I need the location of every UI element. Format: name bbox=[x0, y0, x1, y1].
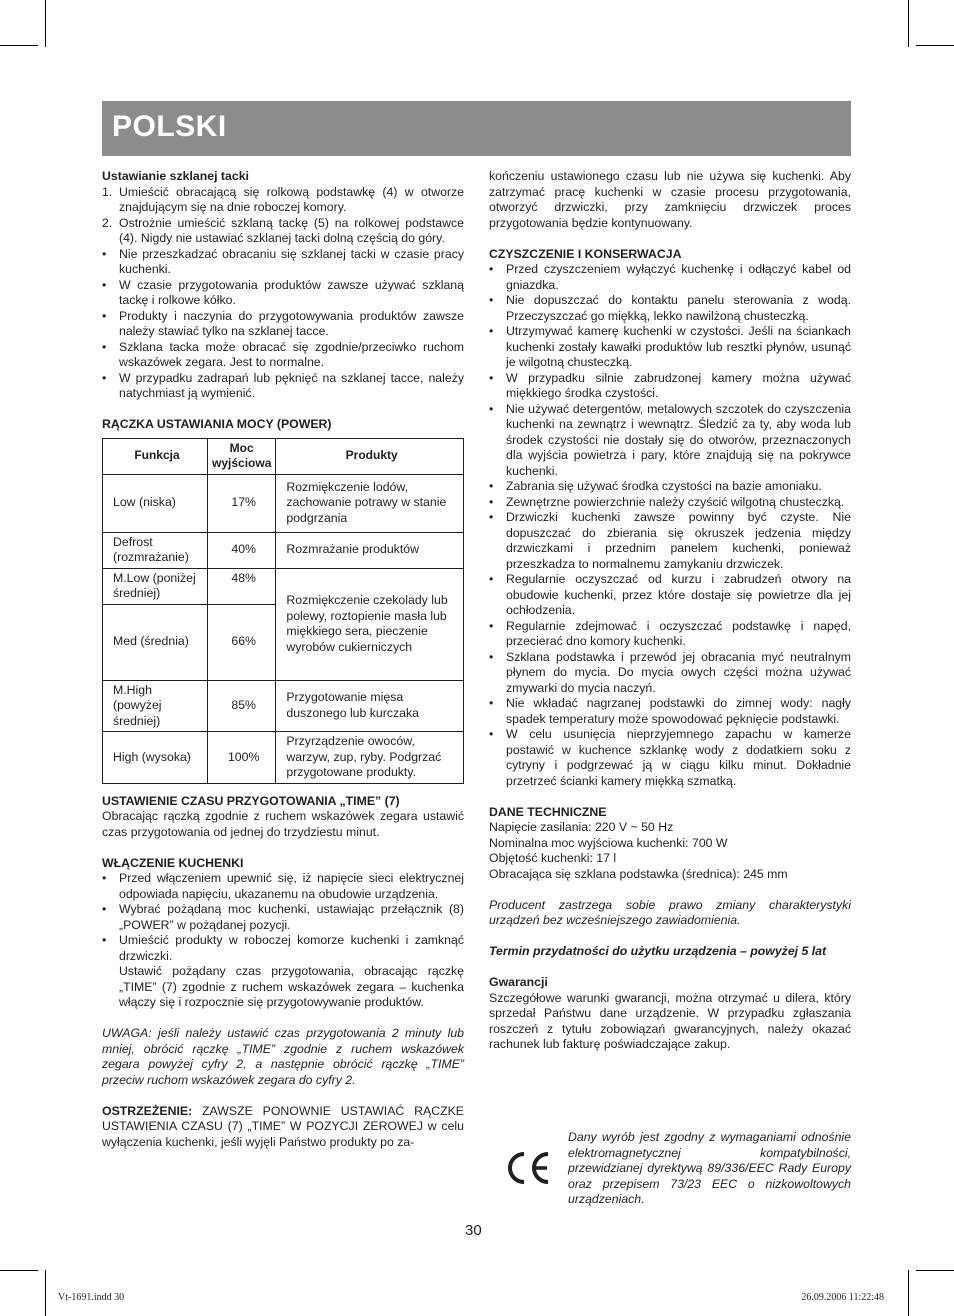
table-row bbox=[103, 474, 464, 532]
warning-text: ZAWSZE PONOWNIE USTAWIAĆ RĄCZKE USTAWIENIA CZASU (7) „TIME” W POZYCJI ZEROWEJ w celu wyłączenia kuchenki, jeśli wyjęli Państwo produkty po za- bbox=[102, 1103, 464, 1149]
list-item: • Nie wkładać nagrzanej podstawki do zimnej wody: nagły spadek temperatury może spowodować pęknięcie podstawki. bbox=[489, 696, 851, 726]
language-banner bbox=[102, 101, 851, 156]
table-header: Funkcja bbox=[103, 438, 208, 474]
page-number: 30 bbox=[465, 1222, 482, 1239]
disclaimer-text: Producent zastrzega sobie prawo zmiany charakterystyki urządzeń bez wcześniejszego zawiadomienia. bbox=[489, 897, 851, 927]
crop-mark bbox=[45, 0, 46, 47]
footer-timestamp: 26.09.2006 11:22:48 bbox=[801, 1292, 884, 1303]
list-item: • W przypadku silnie zabrudzonej kamery można używać miękkiego środka czystości. bbox=[489, 370, 851, 400]
table-header: Produkty bbox=[276, 438, 464, 474]
table-cell: Przygotowanie mięsa duszonego lub kurczaka bbox=[276, 680, 464, 732]
table-row bbox=[103, 732, 464, 784]
warranty-text: Szczegółowe warunki gwarancji, można otrzymać u dilera, który sprzedał Państwu dane urządzenie. W przypadku zgłaszania roszczeń z tytułu zobowiązań gwarancyjnych, należy okazać rachunek lub fakturę poświadczające zakup. bbox=[489, 990, 851, 1051]
table-cell: Low (niska) bbox=[103, 474, 208, 532]
clean-heading: CZYSZCZENIE I KONSERWACJA bbox=[489, 246, 682, 261]
tray-heading: Ustawianie szklanej tacki bbox=[102, 169, 249, 183]
list-item: • Drzwiczki kuchenki zawsze powinny być czyste. Nie dopuszczać do zbierania się okruszek jedzenia między drzwiczkami i przednim panelem kuchenki, ponieważ przeszkadza to normalnemu zamykaniu drzwiczek. bbox=[489, 510, 851, 571]
table-row bbox=[103, 680, 464, 732]
page-title: POLSKI bbox=[112, 110, 227, 143]
note-text: UWAGA: jeśli należy ustawić czas przygotowania 2 minuty lub mniej, obrócić rączkę „TIME” zgodnie z ruchem wskazówek zegara powyżej cyfry 2, a następnie obrócić rączkę „TIME” przeciw ruchom wskazówek zegara do cyfry 2. bbox=[102, 1026, 464, 1087]
list-item: • Zabrania się używać środka czystości na bazie amoniaku. bbox=[489, 479, 822, 493]
crop-mark bbox=[908, 0, 909, 47]
table-row bbox=[103, 568, 464, 604]
on-list bbox=[102, 871, 464, 1011]
list-item: • Nie przeszkadzać obracaniu się szklanej tacki w czasie pracy kuchenki. bbox=[102, 246, 464, 276]
list-item: • Wybrać pożądaną moc kuchenki, ustawiając przełącznik (8) „POWER” w pożądanej pozycji. bbox=[102, 902, 464, 932]
table-cell: 48% bbox=[208, 568, 276, 604]
list-item: 1. Umieścić obracającą się rolkową podstawkę (4) w otworze znajdującym się na dnie roboczej komory. bbox=[102, 184, 464, 214]
list-item: • Przed włączeniem upewnić się, iż napięcie sieci elektrycznej odpowiada napięciu, ukazanemu na obudowie urządzenia. bbox=[102, 871, 464, 901]
list-item: • W czasie przygotowania produktów zawsze używać szklaną tackę i rolkowe kółko. bbox=[102, 277, 464, 307]
table-cell: High (wysoka) bbox=[103, 732, 208, 784]
warranty-heading: Gwarancji bbox=[489, 975, 548, 989]
list-item: • Nie dopuszczać do kontaktu panelu sterowania z wodą. Przeczyszczać go miękką, lekko nawilżoną chusteczką. bbox=[489, 293, 851, 323]
table-cell: Przyrządzenie owoców, warzyw, zup, ryby. Podgrzać przygotowane produkty. bbox=[276, 732, 464, 784]
left-column bbox=[102, 169, 464, 1150]
crop-mark bbox=[0, 45, 38, 46]
tech-line: Nominalna moc wyjściowa kuchenki: 700 W bbox=[489, 835, 728, 850]
time-text: Obracając rączką zgodnie z ruchem wskazówek zegara ustawić czas przygotowania od jednej do trzydziestu minut. bbox=[102, 809, 464, 839]
warning-paragraph bbox=[102, 1104, 464, 1151]
crop-mark bbox=[45, 1270, 46, 1316]
clean-list bbox=[489, 262, 851, 789]
table-row bbox=[103, 532, 464, 568]
list-item: • Umieścić produkty w roboczej komorze kuchenki i zamknąć drzwiczki. bbox=[102, 933, 464, 963]
crop-mark bbox=[916, 45, 954, 46]
shelf-life-text: Termin przydatności do użytku urządzenia – powyżej 5 lat bbox=[489, 944, 827, 958]
list-item: • Produkty i naczynia do przygotowywania produktów zawsze należy stawiać tylko na szklanej tacce. bbox=[102, 308, 464, 338]
table-cell: 100% bbox=[208, 732, 276, 784]
list-item: • Regularnie zdejmować i oczyszczać podstawkę i napęd, przecierać dno komory kuchenki. bbox=[489, 618, 851, 648]
table-cell: 17% bbox=[208, 474, 276, 532]
list-item: • Nie używać detergentów, metalowych szczotek do czyszczenia kuchenki na zewnątrz i wewnątrz. Śledzić za ty, aby woda lub środek czystości nie dostały się do otworów, przeznaczonych dla wyjścia powietrza i pary, które znajdują się na pokrywce kuchenki. bbox=[489, 401, 851, 478]
tray-list bbox=[102, 185, 464, 402]
list-item: • Szklana tacka może obracać się zgodnie/przeciwko ruchom wskazówek zegara. Jest to normalne. bbox=[102, 339, 464, 369]
table-cell: Rozmrażanie produktów bbox=[276, 532, 464, 568]
list-item: • Regularnie oczyszczać od kurzu i zabrudzeń otwory na obudowie kuchenki, przez które dostaje się powietrze dla jej ochłodzenia. bbox=[489, 572, 851, 617]
table-cell: Med (średnia) bbox=[103, 604, 208, 680]
table-cell: 85% bbox=[208, 680, 276, 732]
table-cell: M.High (powyżej średniej) bbox=[103, 680, 208, 732]
crop-mark bbox=[916, 1270, 954, 1271]
table-cell: M.Low (poniżej średniej) bbox=[103, 568, 208, 604]
time-heading: USTAWIENIE CZASU PRZYGOTOWANIA „TIME” (7) bbox=[102, 793, 400, 808]
footer-file: Vt-1691.indd 30 bbox=[58, 1292, 125, 1303]
list-item: • W celu usunięcia nieprzyjemnego zapachu w kamerze postawić w kuchence szklankę wody z dodatkiem soku z cytryny i podgrzewać ją w ciągu kilku minut. Dokładnie przetrzeć ścianki kamery miękką szmatką. bbox=[489, 727, 851, 788]
tech-line: Objętość kuchenki: 17 l bbox=[489, 851, 617, 865]
table-header: Moc wyjściowa bbox=[208, 438, 276, 474]
list-item: • Szklana podstawka i przewód jej obracania myć neutralnym płynem do mycia. Do mycia owych części można używać zmywarki do mycia naczyń. bbox=[489, 649, 851, 695]
crop-mark bbox=[0, 1270, 38, 1271]
list-item: • Przed czyszczeniem wyłączyć kuchenkę i odłączyć kabel od gniazdka. bbox=[489, 262, 851, 292]
tech-heading: DANE TECHNICZNE bbox=[489, 804, 607, 819]
table-cell: Rozmiękczenie lodów, zachowanie potrawy w stanie podgrzania bbox=[276, 474, 464, 532]
tech-line: Napięcie zasilania: 220 V ~ 50 Hz bbox=[489, 820, 674, 834]
right-column bbox=[489, 169, 851, 1053]
table-cell: 40% bbox=[208, 532, 276, 568]
table-cell: Rozmiękczenie czekolady lub polewy, roztopienie masła lub miękkiego sera, pieczenie wyrobów cukierniczych bbox=[276, 568, 464, 680]
table-header-row bbox=[103, 438, 464, 474]
power-heading: RĄCZKA USTAWIANIA MOCY (POWER) bbox=[102, 417, 332, 431]
ce-text: Dany wyrób jest zgodny z wymaganiami odnośnie elektromagnetycznej kompatybilności, przewidzianej dyrektywą 89/336/EEC Rady Europy oraz przepisem 73/23 EEC o nizkowoltowych urządzeniach. bbox=[568, 1130, 851, 1206]
list-item: 2. Ostrożnie umieścić szklaną tackę (5) na rolkowej podstawce (4). Nigdy nie ustawiać szklanej tacki dolną częścią do góry. bbox=[102, 215, 464, 245]
on-heading: WŁĄCZENIE KUCHENKI bbox=[102, 855, 244, 870]
power-table bbox=[102, 438, 464, 784]
list-item: • Utrzymywać kamerę kuchenki w czystości. Jeśli na ściankach kuchenki zostały kawałki produktów lub resztki płynów, usunąć je wilgotną chusteczką. bbox=[489, 324, 851, 369]
list-item: • W przypadku zadrapań lub pęknięć na szklanej tacce, należy natychmiast ją wymienić. bbox=[102, 370, 464, 400]
list-item: • Zewnętrzne powierzchnie należy czyścić wilgotną chusteczką. bbox=[489, 494, 845, 509]
ce-mark-icon bbox=[505, 1150, 551, 1186]
list-item-continuation: Ustawić pożądany czas przygotowania, obracając rączkę „TIME” (7) zgodnie z ruchem wskazówek zegara – kuchenka włączy się i rozpocznie się przygotowywanie produktów. bbox=[119, 964, 464, 1009]
table-cell: 66% bbox=[208, 604, 276, 680]
intro-text: kończeniu ustawionego czasu lub nie używa się kuchenki. Aby zatrzymać pracę kuchenki w czasie procesu przygotowania, otworzyć drzwiczki, przy zamknięciu drzwiczek proces przygotowania będzie kontynuowany. bbox=[489, 169, 851, 230]
tech-line: Obracająca się szklana podstawka (średnica): 245 mm bbox=[489, 866, 788, 881]
crop-mark bbox=[908, 1270, 909, 1316]
table-cell: Defrost (rozmrażanie) bbox=[103, 532, 208, 568]
warning-label: OSTRZEŻENIE: bbox=[102, 1103, 193, 1118]
